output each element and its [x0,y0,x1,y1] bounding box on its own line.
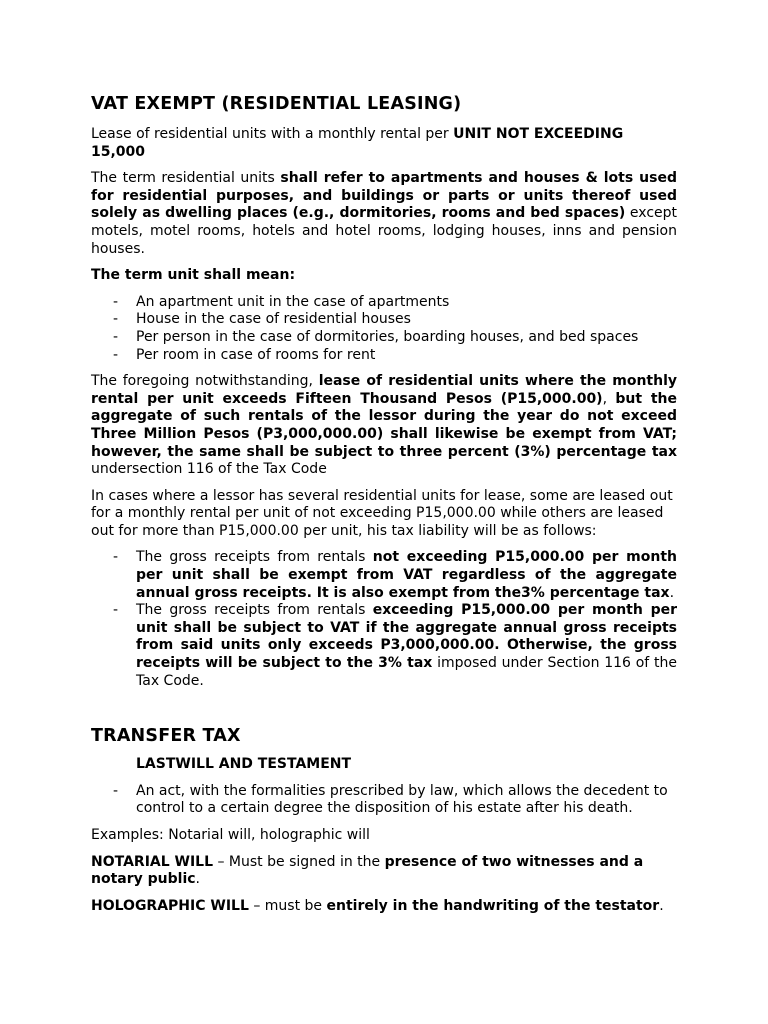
last-will-subheading: LASTWILL AND TESTAMENT [136,756,352,773]
section-spacer [91,699,677,725]
notarial-will-bold: presence of two witnesses and a notary public [91,853,644,888]
list-item-text: The gross receipts from rentals [136,602,373,619]
tax-liability-list [91,549,677,690]
holographic-will-period: . [659,897,664,914]
lease-text: Lease of residential units with a monthly rental per [91,126,454,142]
notarial-will-period: . [195,871,200,888]
list-item-bold: exceeding P15,000.00 per month per unit shall be subject to VAT if the aggregate annual gross receipts from said units only exceeds P3,000,000.00. Otherwise, the gross receipts will be subject to the 3% tax [136,602,677,672]
list-item [91,549,677,602]
notwithstanding-tail: undersection 116 of the Tax Code [91,461,327,478]
notarial-will-paragraph [91,854,677,889]
list-item [91,294,677,312]
residential-units-definition [91,170,677,258]
lease-paragraph [91,126,677,161]
definition-bold: shall refer to apartments and houses & lots used for residential purposes, and buildings or parts or units thereof used solely as dwelling places (e.g., dormitories, rooms and bed spaces) [91,170,677,222]
list-item-text: An apartment unit in the case of apartments [136,293,450,310]
last-will-definition-list [91,783,677,818]
vat-exempt-heading: VAT EXEMPT (RESIDENTIAL LEASING) [91,94,462,114]
list-item [91,347,677,365]
definition-intro: The term residential units [91,170,281,187]
holographic-will-bold: entirely in the handwriting of the testator [326,897,660,914]
notwithstanding-comma: , [602,390,616,407]
unit-meaning-label: The term unit shall mean: [91,267,296,284]
list-item-text: The gross receipts from rentals [136,549,373,566]
list-item-bold: not exceeding P15,000.00 per month per unit shall be exempt from VAT regardless of the aggregate annual gross receipts. It is also exempt from the3% percentage tax [136,549,677,601]
transfer-tax-heading: TRANSFER TAX [91,726,241,747]
notwithstanding-bold-2: but the aggregate of such rentals of the lessor during the year do not exceed Three Million Pesos (P3,000,000.00) shall likewise be exempt from VAT; however, the same shall be subject to three percent (3%) percentage tax [91,390,677,460]
lease-limit-text: UNIT NOT EXCEEDING 15,000 [91,126,624,160]
list-item [91,783,677,818]
list-item-tail: imposed under Section 116 of the Tax Code. [136,655,677,689]
list-item [91,311,677,329]
dash-bullet: - [113,782,119,799]
list-item [91,602,677,690]
list-item-text: House in the case of residential houses [136,311,411,328]
holographic-will-text: – must be [248,897,327,914]
list-item-text: Per person in the case of dormitories, boarding houses, and bed spaces [136,328,639,345]
list-item-tail: . [669,584,675,601]
unit-meaning-list [91,294,677,364]
notarial-will-text: – Must be signed in the [213,853,385,870]
notwithstanding-paragraph [91,373,677,479]
holographic-will-term: HOLOGRAPHIC WILL [91,897,249,914]
list-item-text: An act, with the formalities prescribed by law, which allows the decedent to control to a certain degree the disposition of his estate after his death. [136,782,668,817]
definition-except: except motels, motel rooms, hotels and hotel rooms, lodging houses, inns and pension houses. [91,205,678,257]
holographic-will-paragraph [91,898,677,916]
notwithstanding-bold-1: lease of residential units where the monthly rental per unit exceeds Fifteen Thousand Pesos (P15,000.00) [91,373,677,407]
dash-bullet: - [113,328,119,345]
will-examples: Examples: Notarial will, holographic will [91,827,370,843]
dash-bullet: - [113,346,119,363]
notarial-will-term: NOTARIAL WILL [91,853,214,870]
dash-bullet: - [113,549,119,566]
lessor-cases-paragraph: In cases where a lessor has several residential units for lease, some are leased out for a monthly rental per unit of not exceeding P15,000.00 while others are leased out for more than P15,000.00 per unit, his tax liability will be as follows: [91,487,673,539]
list-item-text: Per room in case of rooms for rent [136,346,376,363]
unit-meaning-heading [91,267,677,285]
list-item [91,329,677,347]
dash-bullet: - [113,602,119,619]
dash-bullet: - [113,311,119,328]
notwithstanding-intro: The foregoing notwithstanding, [91,373,319,390]
dash-bullet: - [113,293,119,310]
